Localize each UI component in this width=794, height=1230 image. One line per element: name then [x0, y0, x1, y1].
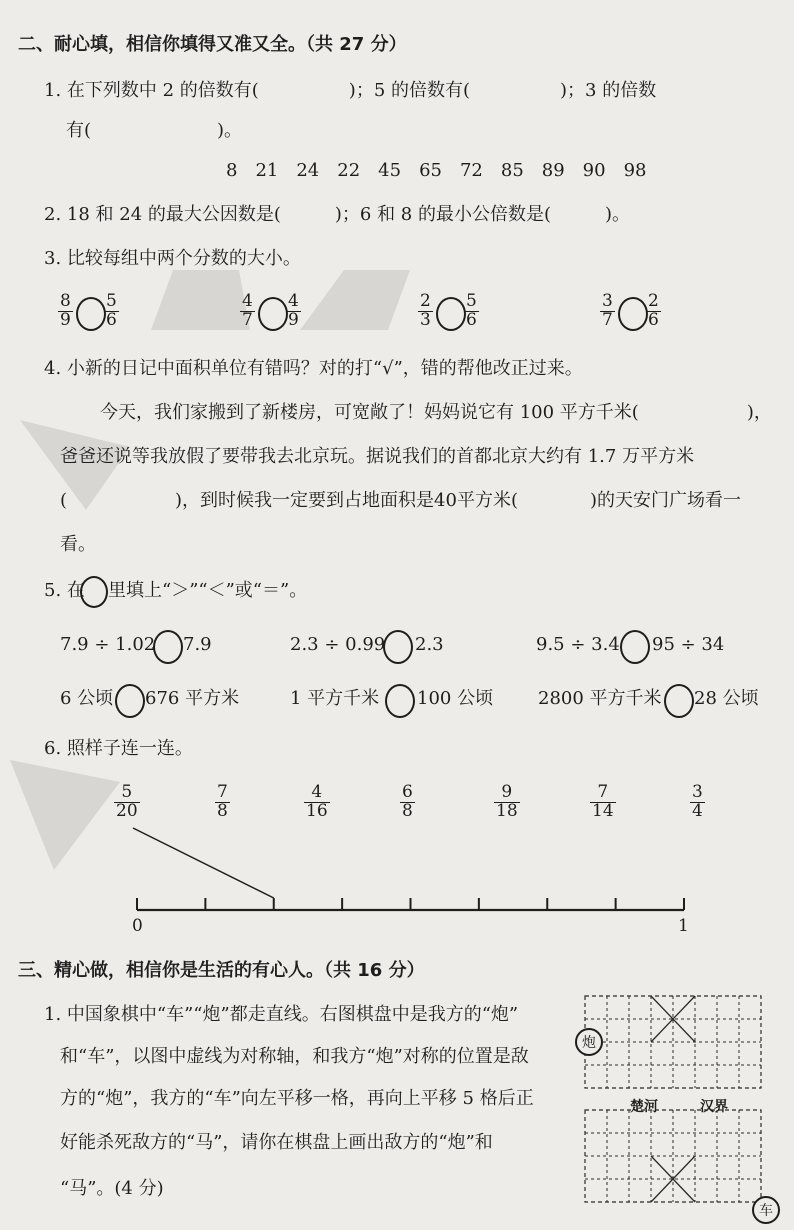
denominator: 20: [116, 800, 138, 821]
numerator: 5: [106, 291, 117, 311]
denominator: 18: [496, 800, 518, 821]
q6-text: 6. 照样子连一连。: [44, 738, 193, 759]
denominator: 3: [420, 309, 431, 330]
denominator: 6: [466, 309, 477, 330]
example-connection-line: [133, 828, 274, 898]
numerator: 2: [420, 291, 431, 311]
denominator: 14: [592, 800, 614, 821]
q5-row1-right-expr: 2.3: [415, 634, 444, 655]
denominator: 6: [106, 309, 117, 330]
q1-number-list: 8 21 24 22 45 65 72 85 89 90 98: [226, 160, 647, 181]
q5-row2-right-expr: 28 公顷: [694, 688, 759, 709]
numerator: 6: [402, 782, 413, 802]
q5-row2-right-expr: 676 平方米: [145, 688, 240, 709]
denominator: 9: [60, 309, 71, 330]
s3-q1-line2: 和“车”，以图中虚线为对称轴，和我方“炮”对称的位置是敌: [60, 1046, 529, 1067]
s3-q1-line3: 方的“炮”，我方的“车”向左平移一格，再向上平移 5 格后正: [60, 1088, 534, 1109]
s3-q1-line1: 1. 中国象棋中“车”“炮”都走直线。右图棋盘中是我方的“炮”: [44, 1004, 519, 1025]
q4-paragraph-line3: ( )，到时候我一定要到占地面积是40平方米( )的天安门广场看一: [60, 490, 741, 511]
q1-line1: 1. 在下列数中 2 的倍数有( )；5 的倍数有( )；3 的倍数: [44, 80, 657, 101]
section-3-title: 三、精心做，相信你是生活的有心人。（共 16 分）: [18, 960, 425, 981]
q5-text-start: 5. 在: [44, 580, 85, 601]
numerator: 3: [602, 291, 613, 311]
numerator: 8: [60, 291, 71, 311]
q5-row2-right-expr: 100 公顷: [417, 688, 494, 709]
denominator: 16: [306, 800, 328, 821]
section-2-title: 二、耐心填，相信你填得又准又全。（共 27 分）: [18, 34, 407, 55]
axis-label-end: 1: [678, 916, 689, 936]
numerator: 5: [466, 291, 477, 311]
denominator: 6: [648, 309, 659, 330]
numerator: 4: [311, 782, 323, 802]
denominator: 8: [217, 800, 228, 821]
numerator: 3: [692, 782, 703, 802]
numerator: 4: [288, 291, 299, 311]
cannon-piece: 炮: [575, 1028, 603, 1056]
denominator: 7: [242, 309, 253, 330]
numerator: 5: [121, 782, 133, 802]
q5-row2-left-expr: 2800 平方千米: [538, 688, 662, 709]
q5-row1-left-expr: 9.5 ÷ 3.4: [536, 634, 620, 655]
numerator: 7: [217, 782, 228, 802]
numerator: 4: [242, 291, 253, 311]
q4-text: 4. 小新的日记中面积单位有错吗？对的打“√”，错的帮他改正过来。: [44, 358, 583, 379]
q4-paragraph-line2: 爸爸还说等我放假了要带我去北京玩。据说我们的首都北京大约有 1.7 万平方米: [60, 446, 695, 467]
q4-paragraph-line4: 看。: [60, 534, 96, 555]
denominator: 4: [692, 800, 703, 821]
chariot-piece: 车: [752, 1196, 780, 1224]
q5-row2-left-expr: 6 公顷: [60, 688, 114, 709]
q5-row1-left-expr: 2.3 ÷ 0.99: [290, 634, 386, 655]
denominator: 8: [402, 800, 413, 821]
denominator: 9: [288, 309, 299, 330]
q5-row2-left-expr: 1 平方千米: [290, 688, 380, 709]
q5-row1-right-expr: 7.9: [183, 634, 212, 655]
chess-board[interactable]: [575, 990, 775, 1226]
q5-row1-left-expr: 7.9 ÷ 1.02: [60, 634, 156, 655]
axis-label-start: 0: [132, 916, 143, 936]
q5-text-end: 里填上“＞”“＜”或“＝”。: [108, 580, 308, 601]
river-label-left: 楚河: [630, 1099, 658, 1115]
numerator: 9: [501, 782, 513, 802]
q3-text: 3. 比较每组中两个分数的大小。: [44, 248, 301, 269]
q5-row1-right-expr: 95 ÷ 34: [652, 634, 725, 655]
numerator: 7: [597, 782, 609, 802]
q1-line2: 有( )。: [66, 120, 243, 141]
denominator: 7: [602, 309, 613, 330]
q4-paragraph-line1: 今天，我们家搬到了新楼房，可宽敞了！妈妈说它有 100 平方千米( )，: [100, 402, 772, 423]
q2-text: 2. 18 和 24 的最大公因数是( )；6 和 8 的最小公倍数是( )。: [44, 204, 631, 225]
s3-q1-line5: “马”。(4 分): [60, 1178, 164, 1199]
numerator: 2: [648, 291, 659, 311]
s3-q1-line4: 好能杀死敌方的“马”，请你在棋盘上画出敌方的“炮”和: [60, 1132, 493, 1153]
river-label-right: 汉界: [700, 1099, 728, 1115]
